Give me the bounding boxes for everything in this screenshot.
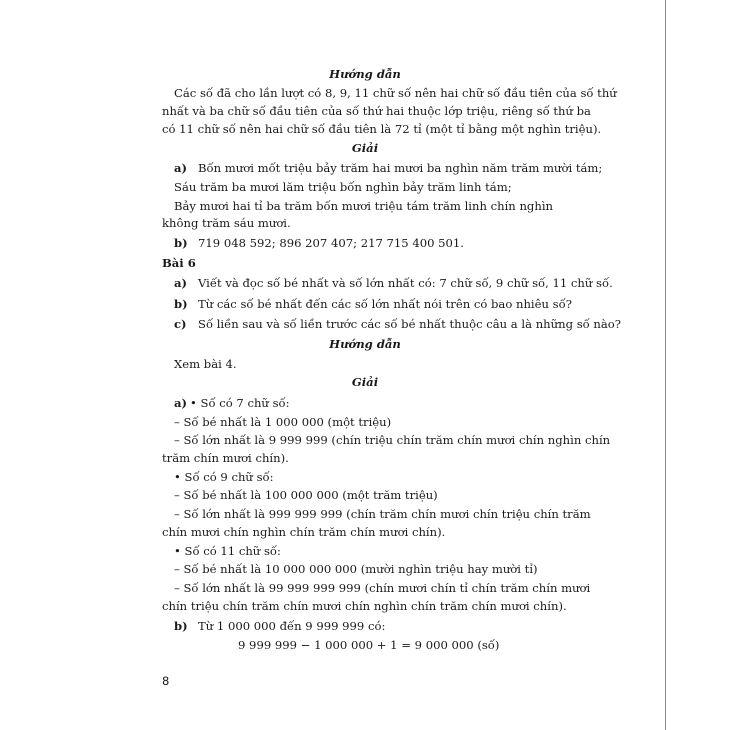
solution-line: Bốn mươi mốt triệu bảy trăm hai mươi ba nghìn năm trăm mười tám; bbox=[198, 161, 603, 175]
heading-guide: Hướng dẫn bbox=[329, 337, 401, 351]
solution-line: – Số lớn nhất là 999 999 999 (chín trăm chín mươi chín triệu chín trăm bbox=[174, 507, 591, 521]
solution-line: Từ 1 000 000 đến 9 999 999 có: bbox=[198, 619, 386, 633]
item-label: b) bbox=[174, 297, 188, 311]
item-label: b) bbox=[174, 236, 188, 250]
solution-line: • Số có 11 chữ số: bbox=[174, 544, 281, 558]
solution-line: không trăm sáu mươi. bbox=[162, 216, 291, 230]
solution-line: chín triệu chín trăm chín mươi chín nghìn chín trăm chín mươi chín). bbox=[162, 599, 567, 613]
solution-line: • Số có 9 chữ số: bbox=[174, 470, 274, 484]
item-label: a) bbox=[174, 396, 187, 410]
exercise-item: Số liền sau và số liền trước các số bé nhất thuộc câu a là những số nào? bbox=[198, 317, 621, 331]
solution-line: – Số bé nhất là 100 000 000 (một trăm triệu) bbox=[174, 488, 438, 502]
solution-line: trăm chín mươi chín). bbox=[162, 451, 289, 465]
heading-solution: Giải bbox=[351, 375, 379, 389]
solution-line: Sáu trăm ba mươi lăm triệu bốn nghìn bảy trăm linh tám; bbox=[174, 180, 512, 194]
page-edge-divider bbox=[665, 0, 666, 730]
guide-line: có 11 chữ số nên hai chữ số đầu tiên là 72 tỉ (một tỉ bằng một nghìn triệu). bbox=[162, 122, 602, 136]
item-label: a) bbox=[174, 161, 187, 175]
exercise-item: Viết và đọc số bé nhất và số lớn nhất có: 7 chữ số, 9 chữ số, 11 chữ số. bbox=[198, 276, 613, 290]
solution-line: Bảy mươi hai tỉ ba trăm bốn mươi triệu tám trăm linh chín nghìn bbox=[174, 199, 553, 213]
heading-solution: Giải bbox=[351, 141, 379, 155]
exercise-title: Bài 6 bbox=[162, 256, 196, 270]
heading-guide: Hướng dẫn bbox=[329, 67, 401, 81]
page-number: 8 bbox=[162, 674, 170, 688]
solution-line: chín mươi chín nghìn chín trăm chín mươi chín). bbox=[162, 525, 446, 539]
solution-line: – Số bé nhất là 10 000 000 000 (mười nghìn triệu hay mười tỉ) bbox=[174, 562, 538, 576]
guide-line: Xem bài 4. bbox=[174, 357, 237, 371]
guide-line: Các số đã cho lần lượt có 8, 9, 11 chữ số nên hai chữ số đầu tiên của số thứ bbox=[174, 86, 617, 100]
item-label: b) bbox=[174, 619, 188, 633]
solution-line: • Số có 7 chữ số: bbox=[190, 396, 290, 410]
item-label: c) bbox=[174, 317, 187, 331]
solution-line: – Số lớn nhất là 9 999 999 (chín triệu chín trăm chín mươi chín nghìn chín bbox=[174, 433, 611, 447]
item-label: a) bbox=[174, 276, 187, 290]
guide-line: nhất và ba chữ số đầu tiên của số thứ hai thuộc lớp triệu, riêng số thứ ba bbox=[162, 104, 591, 118]
exercise-item: Từ các số bé nhất đến các số lớn nhất nói trên có bao nhiêu số? bbox=[198, 297, 572, 311]
solution-line: – Số lớn nhất là 99 999 999 999 (chín mươi chín tỉ chín trăm chín mươi bbox=[174, 581, 591, 595]
solution-line: 719 048 592; 896 207 407; 217 715 400 501. bbox=[198, 236, 464, 250]
solution-line: – Số bé nhất là 1 000 000 (một triệu) bbox=[174, 415, 392, 429]
equation: 9 999 999 − 1 000 000 + 1 = 9 000 000 (số) bbox=[238, 638, 500, 652]
